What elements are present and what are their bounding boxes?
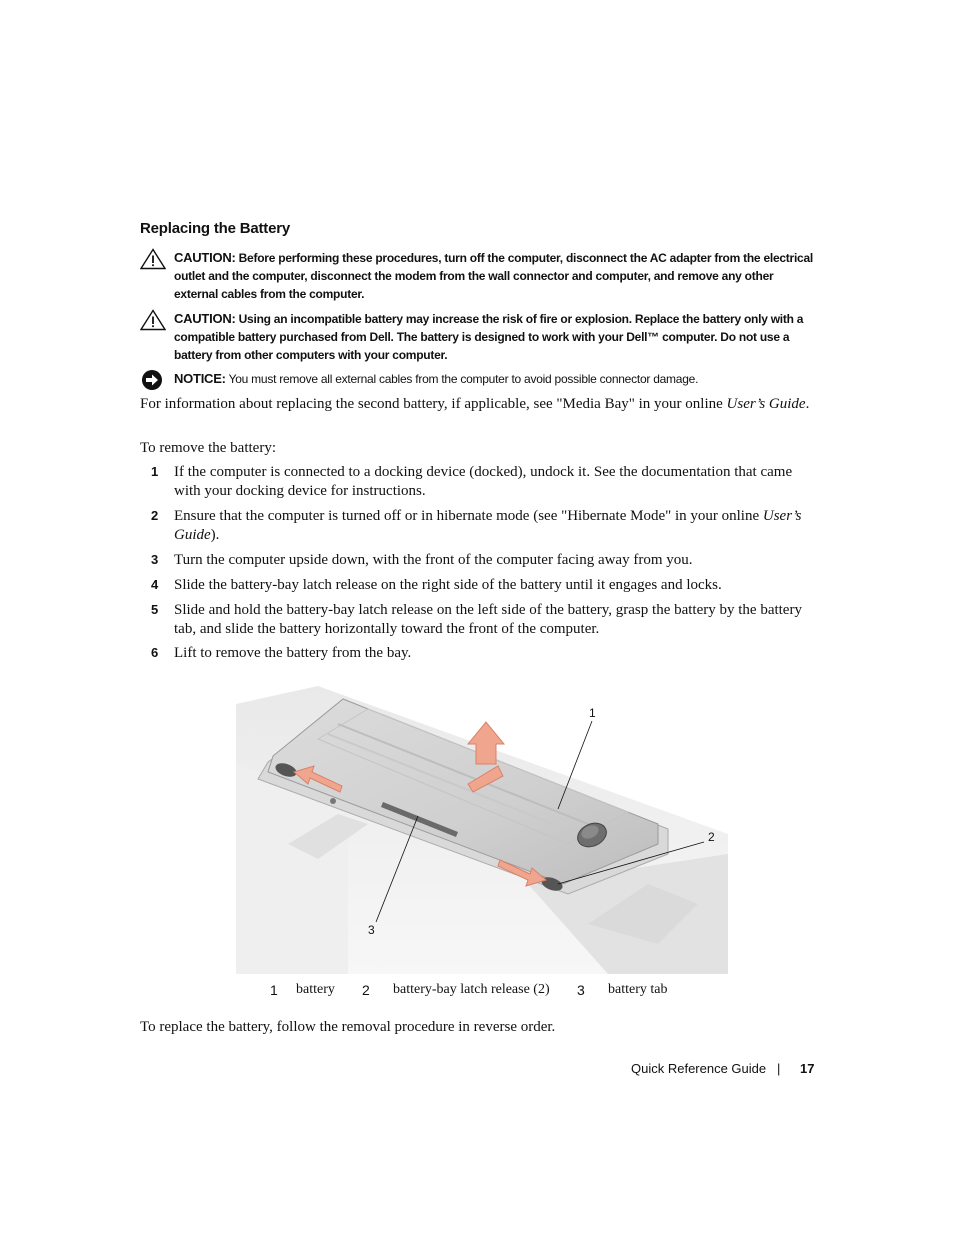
list-item: 1 If the computer is connected to a docking device (docked), undock it. See the documentation that came with your docking device for instructions. <box>151 464 793 499</box>
page-number: 17 <box>800 1061 815 1076</box>
caution-label: CAUTION: <box>174 311 236 326</box>
caption-label-1: battery <box>296 982 335 997</box>
callout-1: 1 <box>589 706 596 720</box>
section-heading: Replacing the Battery <box>140 220 291 237</box>
remove-intro: To remove the battery: <box>140 440 276 456</box>
caution-text: Before performing these procedures, turn off the computer, disconnect the AC adapter from the electrical outlet and the computer, disconnect the modem from the wall connector and computer, and remove any other external cables from the computer. <box>174 251 813 301</box>
caution-triangle-icon <box>140 309 166 331</box>
callout-2: 2 <box>708 830 715 844</box>
list-item: 6 Lift to remove the battery from the bay. <box>151 645 412 661</box>
caution-text: Using an incompatible battery may increase the risk of fire or explosion. Replace the battery only with a compatible battery purchased from Dell. The battery is designed to work with your Dell™ computer. Do not use a battery from other computers with your computer. <box>174 312 804 362</box>
caption-label-2: battery-bay latch release (2) <box>393 982 550 997</box>
callout-3: 3 <box>368 923 375 937</box>
notice-arrow-icon <box>140 369 166 391</box>
notice-text: You must remove all external cables from the computer to avoid possible connector damage. <box>228 372 699 386</box>
replace-paragraph: To replace the battery, follow the removal procedure in reverse order. <box>140 1019 556 1035</box>
caption-num-3: 3 <box>577 982 585 998</box>
caption-label-3: battery tab <box>608 982 668 997</box>
caution-label: CAUTION: <box>174 250 236 265</box>
caution-note-2 <box>140 310 815 364</box>
footer-separator: | <box>777 1061 781 1076</box>
list-item: 4 Slide the battery-bay latch release on the right side of the battery until it engages and locks. <box>151 577 722 593</box>
list-item: 3 Turn the computer upside down, with the front of the computer facing away from you. <box>151 552 693 568</box>
caution-triangle-icon <box>140 248 166 270</box>
battery-removal-illustration <box>228 684 728 974</box>
intro-paragraph: For information about replacing the second battery, if applicable, see "Media Bay" in your online User’s Guide. <box>140 396 810 412</box>
caption-num-1: 1 <box>270 982 278 998</box>
caption-num-2: 2 <box>362 982 370 998</box>
notice-label: NOTICE: <box>174 371 226 386</box>
list-item: 2 Ensure that the computer is turned off or in hibernate mode (see "Hibernate Mode" in your online User’s Guide). <box>151 508 802 543</box>
notice-note <box>140 370 815 388</box>
footer-title: Quick Reference Guide <box>631 1061 767 1076</box>
list-item: 5 Slide and hold the battery-bay latch release on the left side of the battery, grasp the battery by the battery tab, and slide the battery horizontally toward the front of the computer. <box>151 602 802 637</box>
caution-note-1 <box>140 249 815 303</box>
